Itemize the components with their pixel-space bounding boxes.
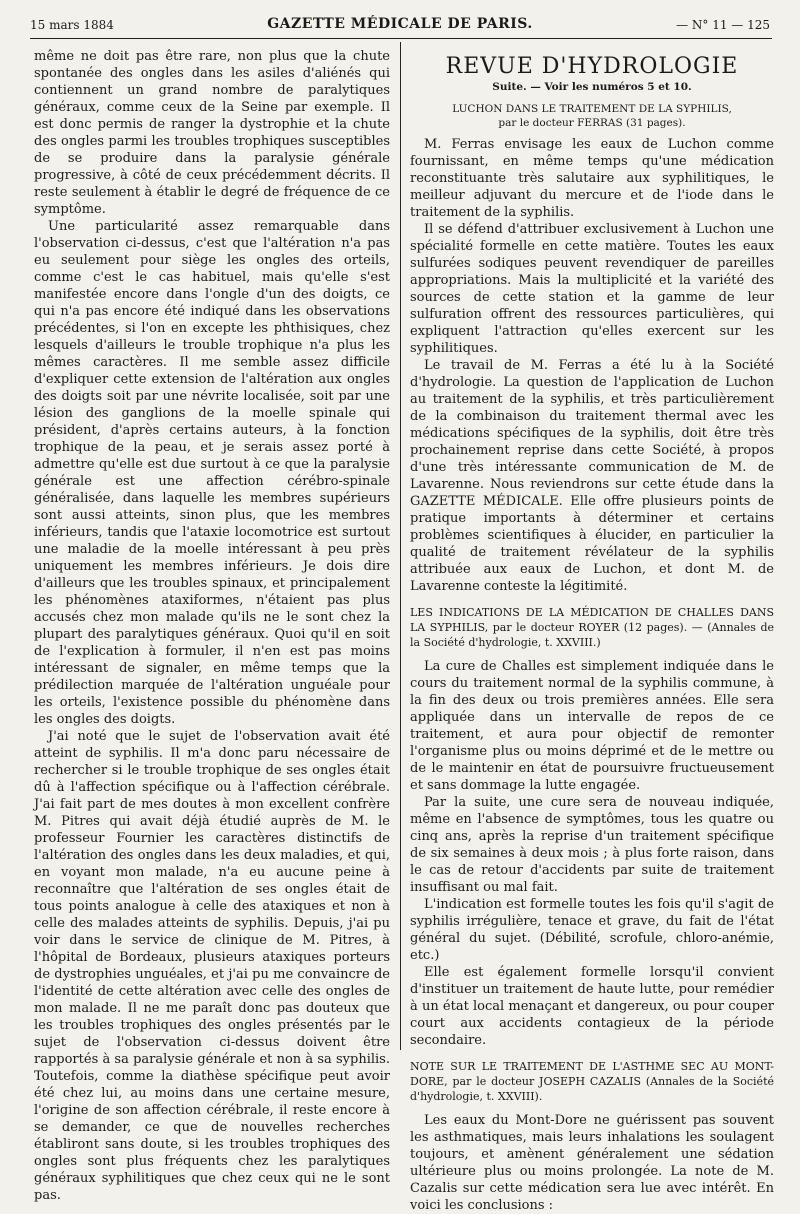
left-paragraph-3: J'ai noté que le sujet de l'observation avait été atteint de syphilis. Il m'a donc paru nécessaire de rechercher si le trouble trophique de ses ongles était dû à l'affection spécifique ou à l'affection cérébrale. J'ai fait part de mes doutes à mon excellent confrère M. Pitres qui avait déjà étudié auprès de M. le professeur Fournier les caractères distinctifs de l'altération des ongles dans les deux maladies, et qui, en voyant mon malade, n'a eu aucune peine à reconnaître que l'altération de ses ongles était de tous points analogue à celle des ataxiques et non à celle des malades atteints de syphilis. Depuis, j'ai pu voir dans le service de clinique de M. Pitres, à l'hôpital de Bordeaux, plusieurs ataxiques porteurs de dystrophies unguéales, et j'ai pu me convaincre de l'identité de cette altération avec celle des ongles de mon malade. Il ne me paraît donc pas douteux que les troubles trophiques des ongles présentés par le sujet de l'observation ci-dessus doivent être rapportés à sa paralysie générale et non à sa syphilis. Toutefois, comme la diathèse spécifique peut avoir été chez lui, au moins dans une certaine mesure, l'origine de son affection cérébrale, il reste encore à se demander, ce que de nouvelles recherches établiront sans doute, si les troubles trophiques des ongles sont plus fréquents chez les paralytiques généraux syphilitiques que chez ceux qui ne le sont pas. (34, 729, 390, 1203)
header-title: GAZETTE MÉDICALE DE PARIS. (267, 16, 533, 32)
section-3-paragraph-1: Les eaux du Mont-Dore ne guérissent pas souvent les asthmatiques, mais leurs inhalations les soulagent toujours, et amènent généralement une sédation ultérieure plus ou moins prolongée. La note de M. Cazalis sur cette médication sera lue avec intérêt. En voici les conclusions : (410, 1113, 774, 1213)
section-2-paragraph-3: L'indication est formelle toutes les fois qu'il s'agit de syphilis irrégulière, tenace et grave, du fait de l'état général du sujet. (Débilité, scrofule, chloro-anémie, etc.) (410, 897, 774, 963)
section-2-paragraph-2: Par la suite, une cure sera de nouveau indiquée, même en l'absence de symptômes, tous les quatre ou cinq ans, après la reprise d'un traitement spécifique de six semaines à deux mois ; à plus forte raison, dans le cas de retour d'accidents par suite de traitement insuffisant ou mal fait. (410, 795, 774, 895)
section-1-paragraph-2: Il se défend d'attribuer exclusivement à Luchon une spécialité formelle en cette matière. Toutes les eaux sulfurées sodiques peuvent revendiquer de pareilles appropriations. Mais la multiplicité et la variété des sources de cette station et la gamme de leur sulfuration offrent des ressources particulières, qui expliquent l'attraction qu'elles exercent sur les syphilitiques. (410, 222, 774, 356)
section-2-heading: LES INDICATIONS DE LA MÉDICATION DE CHALLES DANS LA SYPHILIS, par le docteur ROYER (12 pages). — (Annales de la Société d'hydrologie, t. XXVIII.) (410, 606, 774, 649)
right-column (410, 48, 774, 1213)
header-rule (30, 38, 772, 39)
review-suite-note: Suite. — Voir les numéros 5 et 10. (492, 81, 692, 93)
left-paragraph-1: même ne doit pas être rare, non plus que la chute spontanée des ongles dans les asiles d'aliénés qui contiennent un grand nombre de paralytiques généraux, comme ceux de la Seine par exemple. Il est donc permis de ranger la dystrophie et la chute des ongles parmi les troubles trophiques susceptibles de se produire dans la paralysie générale progressive, à côté de ceux précédemment décrits. Il reste seulement à établir le degré de fréquence de ce symptôme. (34, 49, 390, 217)
header-date: 15 mars 1884 (30, 18, 114, 32)
review-title: REVUE D'HYDROLOGIE (445, 54, 739, 79)
section-2-paragraph-1: La cure de Challes est simplement indiquée dans le cours du traitement normal de la syphilis commune, à la fin des deux ou trois premières années. Elle sera appliquée dans un intervalle de repos de ce traitement, et aura pour objectif de remonter l'organisme plus ou moins déprimé et de le mettre ou de le maintenir en état de poursuivre fructueusement et sans dommage la lutte engagée. (410, 659, 774, 793)
section-3-heading: NOTE SUR LE TRAITEMENT DE L'ASTHME SEC AU MONT-DORE, par le docteur JOSEPH CAZALIS (Annales de la Société d'hydrologie, t. XXVIII). (410, 1060, 774, 1103)
page-header (30, 12, 770, 38)
left-column (34, 48, 390, 1203)
section-1-heading (410, 102, 774, 130)
section-1-heading-line-2: par le docteur FERRAS (31 pages). (498, 117, 686, 129)
column-divider (400, 42, 401, 1050)
header-issue-pages: — N° 11 — 125 (676, 18, 770, 32)
left-paragraph-2: Une particularité assez remarquable dans l'observation ci-dessus, c'est que l'altération n'a pas eu seulement pour siège les ongles des orteils, comme c'est le cas habituel, mais qu'elle s'est manifestée encore dans l'ongle d'un des doigts, ce qui n'a pas encore été indiqué dans les observations précédentes, si l'on en excepte les phthisiques, chez lesquels d'ailleurs le trouble trophique n'a plus les mêmes caractères. Il me semble assez difficile d'expliquer cette extension de l'altération aux ongles des doigts soit par une névrite localisée, soit par une lésion des ganglions de la moelle spinale qui président, d'après certains auteurs, à la fonction trophique de la peau, et je serais assez porté à admettre qu'elle est due surtout à ce que la paralysie générale est une affection cérébro-spinale généralisée, dans laquelle les membres supérieurs sont aussi atteints, sinon plus, que les membres inférieurs, tandis que l'ataxie locomotrice est surtout une maladie de la moelle intéressant à peu près uniquement les membres inférieurs. Je dois dire d'ailleurs que les troubles spinaux, et principalement les phénomènes ataxiformes, n'étaient pas plus accusés chez mon malade qu'ils ne le sont chez la plupart des paralytiques généraux. Quoi qu'il en soit de l'explication à formuler, il n'en est pas moins intéressant de signaler, en même temps que la prédilection marquée de l'altération unguéale pour les orteils, l'existence possible du phénomène dans les ongles des doigts. (34, 219, 390, 727)
section-2-paragraph-4: Elle est également formelle lorsqu'il convient d'instituer un traitement de haute lutte, pour remédier à un état local menaçant et dangereux, ou pour couper court aux accidents contagieux de la période secondaire. (410, 965, 774, 1048)
section-1-heading-line-1: LUCHON DANS LE TRAITEMENT DE LA SYPHILIS, (452, 103, 732, 115)
section-1-paragraph-3: Le travail de M. Ferras a été lu à la Société d'hydrologie. La question de l'application de Luchon au traitement de la syphilis, et très particulièrement de la combinaison du traitement thermal avec les médications spécifiques de la syphilis, doit être très prochainement reprise dans cette Société, à propos d'une très intéressante communication de M. de Lavarenne. Nous reviendrons sur cette étude dans la GAZETTE MÉDICALE. Elle offre plusieurs points de pratique importants à déterminer et certains problèmes scientifiques à élucider, en particulier la qualité de traitement révélateur de la syphilis attribuée aux eaux de Luchon, et dont M. de Lavarenne conteste la légitimité. (410, 358, 774, 594)
section-1-paragraph-1: M. Ferras envisage les eaux de Luchon comme fournissant, en même temps qu'une médication reconstituante très salutaire aux syphilitiques, le meilleur adjuvant du mercure et de l'iode dans le traitement de la syphilis. (410, 137, 774, 220)
